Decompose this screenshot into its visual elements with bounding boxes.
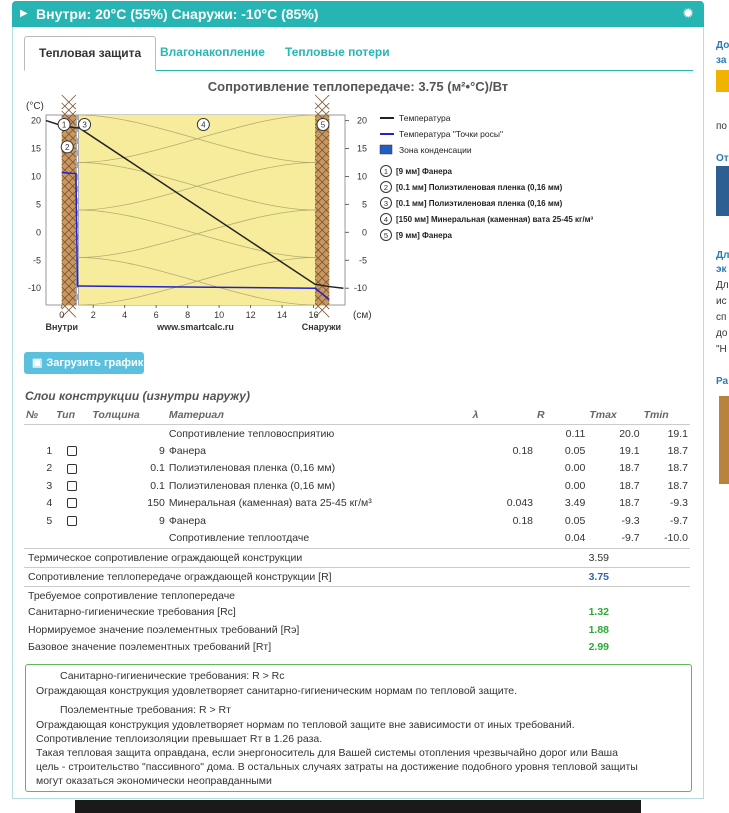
layers-table — [24, 406, 690, 547]
conditions-title: Внутри: 20°C (55%) Снаружи: -10°C (85%) — [36, 6, 319, 22]
summary-thermal-row — [24, 548, 690, 568]
download-chart-button[interactable] — [24, 352, 144, 374]
x-tick-label: 6 — [153, 310, 159, 320]
y-axis-label: (°C) — [26, 101, 44, 112]
note-sanitary-heading: Санитарно-гигиенические требования: R > Rс — [60, 670, 285, 682]
col-num: № — [24, 406, 54, 425]
tab-heat-loss[interactable]: Тепловые потери — [285, 45, 390, 59]
layer-marker-number: 1 — [61, 120, 67, 130]
tabs-bar — [24, 36, 693, 71]
y-tick-label-right: 5 — [361, 199, 367, 210]
y-tick-label-left: 5 — [35, 199, 41, 210]
col-material: Материал — [167, 406, 471, 425]
layer-lambda-cell — [471, 425, 535, 443]
summary-heat-transfer-value: 3.75 — [588, 571, 609, 583]
sidebar-text-1: по — [716, 121, 727, 132]
note-element-heading: Поэлементные требования: R > Rт — [60, 704, 231, 716]
requirements-note — [25, 664, 692, 792]
layer-type-checkbox-icon[interactable] — [67, 464, 77, 474]
layer-r-cell: 0.04 — [564, 532, 586, 545]
right-sidebar — [715, 0, 729, 813]
x-tick-label: 10 — [214, 310, 225, 320]
legend-layer-label: [0.1 мм] Полиэтиленовая пленка (0,16 мм) — [396, 183, 563, 192]
layer-lambda-cell — [471, 529, 535, 546]
layer-type-cell[interactable] — [54, 442, 90, 459]
layer-type-cell[interactable] — [54, 477, 90, 494]
legend-layer-label: [9 мм] Фанера — [396, 167, 452, 176]
layer-r-cell: 0.05 — [564, 445, 586, 458]
expand-arrow-icon[interactable]: ▶ — [20, 8, 28, 19]
legend-layer-label: [9 мм] Фанера — [396, 231, 452, 240]
sidebar-thumb-2[interactable] — [716, 166, 729, 216]
gear-icon[interactable]: ✹ — [682, 5, 694, 21]
x-tick-label: 8 — [185, 310, 191, 320]
layer-tmax-cell: 18.7 — [619, 462, 640, 475]
layer-type-cell[interactable] — [54, 512, 90, 529]
layer-material-cell: Сопротивление теплоотдаче — [168, 532, 310, 545]
legend-layer-number: 1 — [383, 167, 389, 176]
sidebar-thumb-4[interactable] — [719, 396, 729, 484]
summary-base-value: 2.99 — [588, 641, 609, 653]
layer-tmin-cell: -10.0 — [664, 532, 688, 545]
y-tick-label-left: 20 — [30, 115, 41, 126]
summary-thermal-value: 3.59 — [588, 552, 609, 564]
col-type: Тип — [54, 406, 90, 425]
y-tick-label-right: -5 — [358, 255, 367, 266]
y-tick-label-left: -10 — [27, 283, 41, 294]
layer-marker-number: 5 — [320, 120, 326, 130]
y-tick-label-left: -5 — [32, 255, 41, 266]
summary-required-heading: Требуемое сопротивление теплопередаче — [28, 590, 236, 602]
col-r: R — [535, 406, 587, 425]
legend-dew-label: Температура "Точки росы" — [399, 129, 504, 139]
summary-base-label: Базовое значение поэлементных требований [Rт] — [28, 641, 272, 653]
layer-thickness-cell: 9 — [158, 445, 165, 458]
layer-thickness-cell — [90, 425, 166, 443]
sidebar-link-1[interactable]: До — [716, 40, 729, 51]
layer-row — [24, 460, 690, 477]
layer-tmin-cell: -9.7 — [669, 514, 688, 527]
summary-heat-transfer-label: Сопротивление теплопередаче ограждающей конструкции [R] — [28, 571, 332, 583]
layer-lambda-cell: 0.043 — [506, 497, 534, 510]
layer-row — [24, 477, 690, 494]
bottom-media-strip — [75, 800, 641, 813]
save-icon: ▣ — [32, 357, 43, 369]
sidebar-text-3a: Дл — [716, 280, 729, 291]
sidebar-text-3d: до — [716, 328, 728, 339]
layer-material-cell: Фанера — [168, 514, 206, 527]
tab-thermal-protection[interactable]: Тепловая защита — [24, 36, 156, 71]
summary-thermal-label: Термическое сопротивление ограждающей конструкции — [28, 552, 303, 564]
y-tick-label-left: 10 — [30, 171, 41, 182]
layer-type-cell[interactable] — [54, 425, 90, 443]
layer-tmin-cell: -9.3 — [669, 497, 688, 510]
y-tick-label-right: 10 — [356, 171, 367, 182]
x-tick-label: 0 — [59, 310, 65, 320]
y-tick-label-right: -10 — [353, 283, 367, 294]
layer-lambda-cell — [471, 460, 535, 477]
layer-tmax-cell: 18.7 — [619, 479, 640, 492]
summary-normative-label: Нормируемое значение поэлементных требований [Rэ] — [28, 624, 300, 636]
legend-layer-number: 4 — [383, 215, 389, 224]
layer-material-cell: Полиэтиленовая пленка (0,16 мм) — [168, 462, 336, 475]
legend-layer-label: [0.1 мм] Полиэтиленовая пленка (0,16 мм) — [396, 199, 563, 208]
temperature-chart — [13, 87, 703, 342]
layer-type-cell[interactable] — [54, 460, 90, 477]
layer-num-cell: 2 — [46, 462, 53, 475]
summary-base-row — [24, 638, 690, 657]
y-tick-label-left: 0 — [35, 227, 41, 238]
sidebar-thumb-1[interactable] — [716, 70, 729, 92]
note-advice-line2: цель - строительство "пассивного" дома. В остальных случаях затраты на достижение подобного уровня тепловой защиты — [36, 761, 638, 773]
layer-tmax-cell: 19.1 — [619, 445, 640, 458]
x-tick-label: 2 — [90, 310, 96, 320]
y-tick-label-right: 0 — [361, 227, 367, 238]
sidebar-link-2[interactable]: От — [716, 153, 729, 164]
layer-row — [24, 529, 690, 546]
layer-tmax-cell: 20.0 — [619, 427, 640, 440]
layer-r-cell: 0.05 — [564, 514, 586, 527]
tab-moisture[interactable]: Влагонакопление — [160, 45, 265, 59]
layers-title: Слои конструкции (изнутри наружу) — [25, 389, 250, 403]
sidebar-text-3c: сп — [716, 312, 727, 323]
layer-num-cell — [24, 425, 54, 443]
legend-layer-label: [150 мм] Минеральная (каменная) вата 25-45 кг/м³ — [396, 215, 594, 224]
sidebar-link-4[interactable]: Ра — [716, 376, 729, 387]
layer-lambda-cell — [471, 477, 535, 494]
legend-temp-label: Температура — [399, 113, 451, 123]
layer-tmin-cell: 18.7 — [667, 445, 688, 458]
summary-normative-value: 1.88 — [588, 624, 609, 636]
layer-thickness-cell: 0.1 — [150, 462, 165, 475]
layer-material-cell: Минеральная (каменная) вата 25-45 кг/м³ — [168, 497, 372, 510]
y-tick-label-right: 15 — [356, 143, 367, 154]
layer-num-cell: 3 — [46, 479, 53, 492]
layer-tmax-cell: -9.3 — [621, 514, 640, 527]
col-lambda: λ — [471, 406, 535, 425]
note-ratio-text: Сопротивление теплоизоляции превышает Rт в 1.26 раза. — [36, 733, 323, 745]
layer-type-cell[interactable] — [54, 495, 90, 512]
download-chart-label: Загрузить график — [46, 357, 144, 369]
layer-material-cell: Сопротивление тепловосприятию — [168, 427, 335, 440]
summary-sanitary-value: 1.32 — [588, 606, 609, 618]
chart-title: Сопротивление теплопередаче: 3.75 (м²•°C)/Вт — [207, 79, 509, 94]
layer-num-cell: 1 — [46, 445, 53, 458]
sidebar-link-3b[interactable]: эк — [716, 264, 727, 275]
x-tick-label: 14 — [277, 310, 288, 320]
sidebar-link-1b[interactable]: за — [716, 55, 727, 66]
col-thickness: Толщина — [90, 406, 166, 425]
layer-lambda-cell: 0.18 — [512, 514, 534, 527]
main-panel — [12, 27, 704, 799]
x-outside-label: Снаружи — [301, 322, 342, 332]
legend-layer-number: 3 — [383, 199, 389, 208]
legend-condensation-swatch — [380, 145, 392, 154]
layer-r-cell: 0.00 — [564, 462, 586, 475]
x-tick-label: 12 — [245, 310, 256, 320]
layer-row — [24, 495, 690, 512]
layer-num-cell: 4 — [46, 497, 53, 510]
layer-type-checkbox-icon[interactable] — [67, 516, 77, 526]
layer-tmin-cell: 19.1 — [667, 427, 688, 440]
x-tick-label: 16 — [308, 310, 319, 320]
note-advice-line3: могут оказаться экономически неоправданными — [36, 775, 272, 787]
layer-marker-number: 3 — [82, 120, 87, 130]
note-advice-line1: Такая тепловая защита оправдана, если энергоноситель для Вашей системы отопления чрезвычайно дорог или Ваша — [36, 747, 618, 759]
layer-r-cell: 0.00 — [564, 479, 586, 492]
note-element-text: Ограждающая конструкция удовлетворяет нормам по тепловой защите вне зависимости от иных требований. — [36, 719, 575, 731]
summary-heat-transfer-row — [24, 567, 690, 587]
layer-marker-number: 4 — [201, 120, 206, 130]
layer-thickness-cell — [90, 529, 166, 546]
x-inside-label: Внутри — [45, 322, 78, 332]
layer-tmax-cell: -9.7 — [621, 532, 640, 545]
y-tick-label-left: 15 — [30, 143, 41, 154]
note-sanitary-text: Ограждающая конструкция удовлетворяет санитарно-гигиеническим нормам по тепловой защите. — [36, 685, 518, 697]
layer-type-checkbox-icon[interactable] — [67, 481, 77, 491]
layer-num-cell: 5 — [46, 514, 53, 527]
y-tick-label-right: 20 — [356, 115, 367, 126]
sidebar-text-3b: ис — [716, 296, 727, 307]
layer-thickness-cell: 9 — [158, 514, 165, 527]
layer-tmin-cell: 18.7 — [667, 462, 688, 475]
layer-r-cell: 3.49 — [564, 497, 586, 510]
summary-sanitary-row — [24, 603, 690, 622]
sidebar-link-3[interactable]: Дл — [716, 250, 729, 261]
layer-row — [24, 512, 690, 529]
layer-type-checkbox-icon[interactable] — [67, 498, 77, 508]
layer-num-cell — [24, 529, 54, 546]
legend-condensation-label: Зона конденсации — [399, 145, 472, 155]
col-tmax: Tmax — [587, 406, 641, 425]
layer-material-cell: Полиэтиленовая пленка (0,16 мм) — [168, 479, 336, 492]
legend-layer-number: 2 — [383, 183, 389, 192]
x-axis-unit-label: (см) — [353, 310, 372, 321]
col-tmin: Tmin — [642, 406, 690, 425]
layer-tmin-cell: 18.7 — [667, 479, 688, 492]
summary-sanitary-label: Санитарно-гигиенические требования [Rс] — [28, 606, 236, 618]
top-bar[interactable] — [12, 1, 704, 27]
layer-band-4 — [79, 115, 315, 305]
layer-row — [24, 442, 690, 459]
layer-thickness-cell: 150 — [147, 497, 165, 510]
x-site-label: www.smartcalc.ru — [157, 322, 234, 332]
layer-lambda-cell: 0.18 — [512, 445, 534, 458]
sidebar-text-3e: "Н — [716, 344, 727, 355]
layer-r-cell: 0.11 — [565, 427, 586, 440]
layer-thickness-cell: 0.1 — [150, 479, 165, 492]
layer-tmax-cell: 18.7 — [619, 497, 640, 510]
x-tick-label: 4 — [122, 310, 128, 320]
layer-material-cell: Фанера — [168, 445, 206, 458]
layer-row — [24, 425, 690, 443]
layer-marker-number: 2 — [65, 142, 70, 152]
legend-layer-number: 5 — [383, 231, 389, 240]
layer-type-cell[interactable] — [54, 529, 90, 546]
layer-type-checkbox-icon[interactable] — [67, 446, 77, 456]
layer-band-5 — [315, 115, 329, 305]
